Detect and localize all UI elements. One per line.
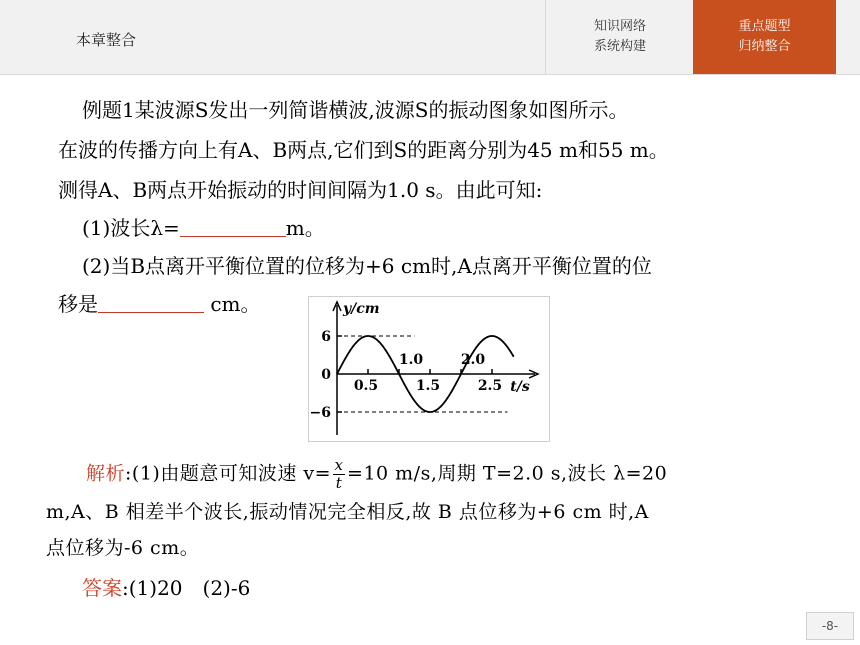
- chapter-title: 本章整合: [76, 31, 137, 49]
- slide-header: [0, 0, 860, 75]
- question-1-suffix: m。: [285, 216, 325, 240]
- problem-line-2: 在波的传播方向上有A、B两点,它们到S的距离分别为45 m和55 m。: [58, 138, 669, 162]
- solution-line-3: 点位移为-6 cm。: [46, 537, 200, 559]
- x-tick-label-1: 1.5: [415, 378, 441, 394]
- y-tick-label-0: 0: [321, 367, 331, 383]
- velocity-fraction: [333, 458, 345, 491]
- tab-knowledge-line1: 知识网络: [593, 19, 646, 34]
- tab-key-line1: 重点题型: [738, 19, 791, 34]
- answer-blank-2: [98, 292, 204, 313]
- tab-knowledge-network[interactable]: [545, 0, 694, 74]
- question-2-line-2: [58, 290, 261, 318]
- x-tick-label-0: 0.5: [353, 378, 379, 394]
- problem-line-3: 测得A、B两点开始振动的时间间隔为1.0 s。由此可知:: [58, 178, 543, 202]
- question-2-suffix: cm。: [204, 292, 261, 316]
- graph-svg: [309, 297, 549, 441]
- solution-line-1a: :(1)由题意可知波速 v=: [125, 462, 332, 485]
- page-number: -8-: [806, 612, 854, 640]
- question-2-line-1: (2)当B点离开平衡位置的位移为+6 cm时,A点离开平衡位置的位: [82, 254, 652, 278]
- tab-key-problems[interactable]: [693, 0, 836, 74]
- question-2-prefix: 移是: [58, 292, 98, 316]
- y-tick-label-6: 6: [321, 329, 331, 345]
- solution-label: 解析: [86, 462, 126, 485]
- solution-line-2: m,A、B 相差半个波长,振动情况完全相反,故 B 点位移为+6 cm 时,A: [46, 501, 649, 523]
- x-axis-label: t/s: [510, 379, 530, 395]
- solution-line-1b: =10 m/s,周期 T=2.0 s,波长 λ=20: [347, 462, 668, 485]
- answer-text: :(1)20 (2)-6: [122, 576, 251, 600]
- problem-line-1: 例题1某波源S发出一列简谐横波,波源S的振动图象如图所示。: [82, 98, 629, 122]
- answer-blank-1: [180, 216, 286, 237]
- answer-label: 答案: [82, 576, 122, 600]
- tab-knowledge-line2: 系统构建: [593, 39, 646, 54]
- top-tick-label-0: 1.0: [398, 352, 424, 368]
- question-1-prefix: (1)波长λ=: [82, 216, 180, 240]
- tab-key-line2: 归纳整合: [738, 39, 791, 54]
- answer-line: [82, 574, 250, 602]
- y-axis-label: y/cm: [343, 301, 380, 317]
- fraction-denominator: t: [335, 474, 343, 492]
- question-1: [82, 214, 325, 242]
- fraction-numerator: x: [334, 456, 344, 474]
- x-tick-label-2: 2.5: [477, 378, 503, 394]
- vibration-graph: [308, 296, 550, 442]
- y-tick-label-neg6: −6: [309, 405, 331, 421]
- top-tick-label-1: 2.0: [460, 352, 486, 368]
- solution-line-1: [86, 458, 667, 491]
